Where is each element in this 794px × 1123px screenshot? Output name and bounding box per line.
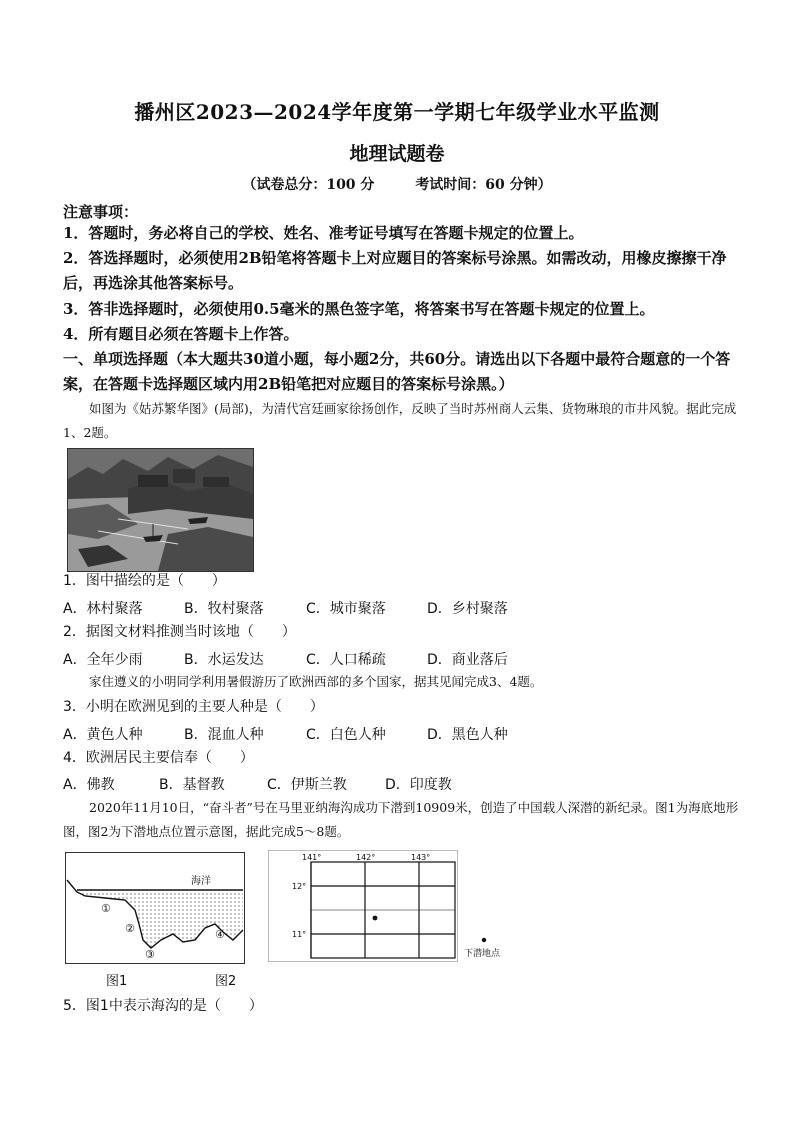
figure-2-dive-location-map [268,850,518,962]
question-2-stem: 2．据图文材料推测当时该地（ ） [63,624,296,640]
exam-info [0,174,794,194]
question-4-stem: 4．欧洲居民主要信奉（ ） [63,750,254,766]
q3-option-c[interactable]: C．白色人种 [306,727,386,743]
passage-1: 如图为《姑苏繁华图》(局部)，为清代宫廷画家徐扬创作，反映了当时苏州商人云集、货物琳琅的市井风貌。据此完成1、2题。 [63,401,737,440]
marker-1: ① [101,902,111,915]
lon-label-141: 141° [302,853,322,862]
lat-label-11: 11° [292,930,307,939]
q1-option-c[interactable]: C．城市聚落 [306,601,386,617]
q4-option-c[interactable]: C．伊斯兰教 [267,777,347,793]
lon-label-142: 142° [356,853,376,862]
q1-option-a[interactable]: A．林村聚落 [63,601,143,617]
section-heading: 一、单项选择题（本大题共30道小题，每小题2分，共60分。请选出以下各题中最符合题意的一个答案，在答题卡选择题区域内用2B铅笔把对应题目的答案标号涂黑。） [63,350,731,393]
passage-5: 2020年11月10日，“奋斗者”号在马里亚纳海沟成功下潜到10909米，创造了中国载人深潜的新纪录。图1为海底地形图，图2为下潜地点位置示意图，据此完成5～8题。 [63,800,739,839]
q2-option-a[interactable]: A．全年少雨 [63,652,143,668]
q1-option-d[interactable]: D．乡村聚落 [427,601,508,617]
q4-option-b[interactable]: B．基督教 [159,777,225,793]
gusu-painting-image [67,448,254,572]
note-item-2: 2．答选择题时，必须使用2B铅笔将答题卡上对应题目的答案标号涂黑。如需改动，用橡皮擦擦干净后，再选涂其他答案标号。 [63,249,727,292]
marker-4: ④ [215,928,225,941]
q1-option-b[interactable]: B．牧村聚落 [184,601,264,617]
exam-subject-title: 地理试题卷 [349,143,445,165]
question-5-stem: 5．图1中表示海沟的是（ ） [63,998,263,1014]
q2-option-c[interactable]: C．人口稀疏 [306,652,386,668]
marker-2: ② [125,922,135,935]
legend-dot [482,938,486,942]
q4-option-d[interactable]: D．印度教 [385,777,452,793]
notes-title: 注意事项： [63,203,139,221]
question-3-stem: 3．小明在欧洲见到的主要人种是（ ） [63,699,324,715]
page-title: 播州区2023—2024学年度第一学期七年级学业水平监测 [134,100,660,124]
lat-label-12: 12° [292,882,307,891]
q3-option-a[interactable]: A．黄色人种 [63,727,143,743]
lon-label-143: 143° [411,853,431,862]
dive-point [373,916,378,921]
total-score: （试卷总分：100 分 [242,177,375,193]
ocean-label: 海洋 [191,876,211,887]
note-item-4: 4．所有题目必须在答题卡上作答。 [63,325,299,343]
q2-option-b[interactable]: B．水运发达 [184,652,264,668]
figure-1-caption: 图1 [106,974,128,989]
q2-option-d[interactable]: D．商业落后 [427,652,508,668]
exam-time: 考试时间：60 分钟） [415,177,552,193]
note-item-3: 3．答非选择题时，必须使用0.5毫米的黑色签字笔，将答案书写在答题卡规定的位置上。 [63,300,655,318]
q3-option-d[interactable]: D．黑色人种 [427,727,508,743]
note-item-1: 1．答题时，务必将自己的学校、姓名、准考证号填写在答题卡规定的位置上。 [63,224,584,242]
marker-3: ③ [145,948,155,961]
q3-option-b[interactable]: B．混血人种 [184,727,264,743]
passage-3: 家住遵义的小明同学利用暑假游历了欧洲西部的多个国家，据其见闻完成3、4题。 [89,674,543,689]
figure-1-seafloor-profile [65,852,245,964]
question-1-stem: 1．图中描绘的是（ ） [63,573,226,589]
q4-option-a[interactable]: A．佛教 [63,777,115,793]
legend-label: 下潜地点 [464,949,501,959]
figure-2-caption: 图2 [215,974,237,989]
